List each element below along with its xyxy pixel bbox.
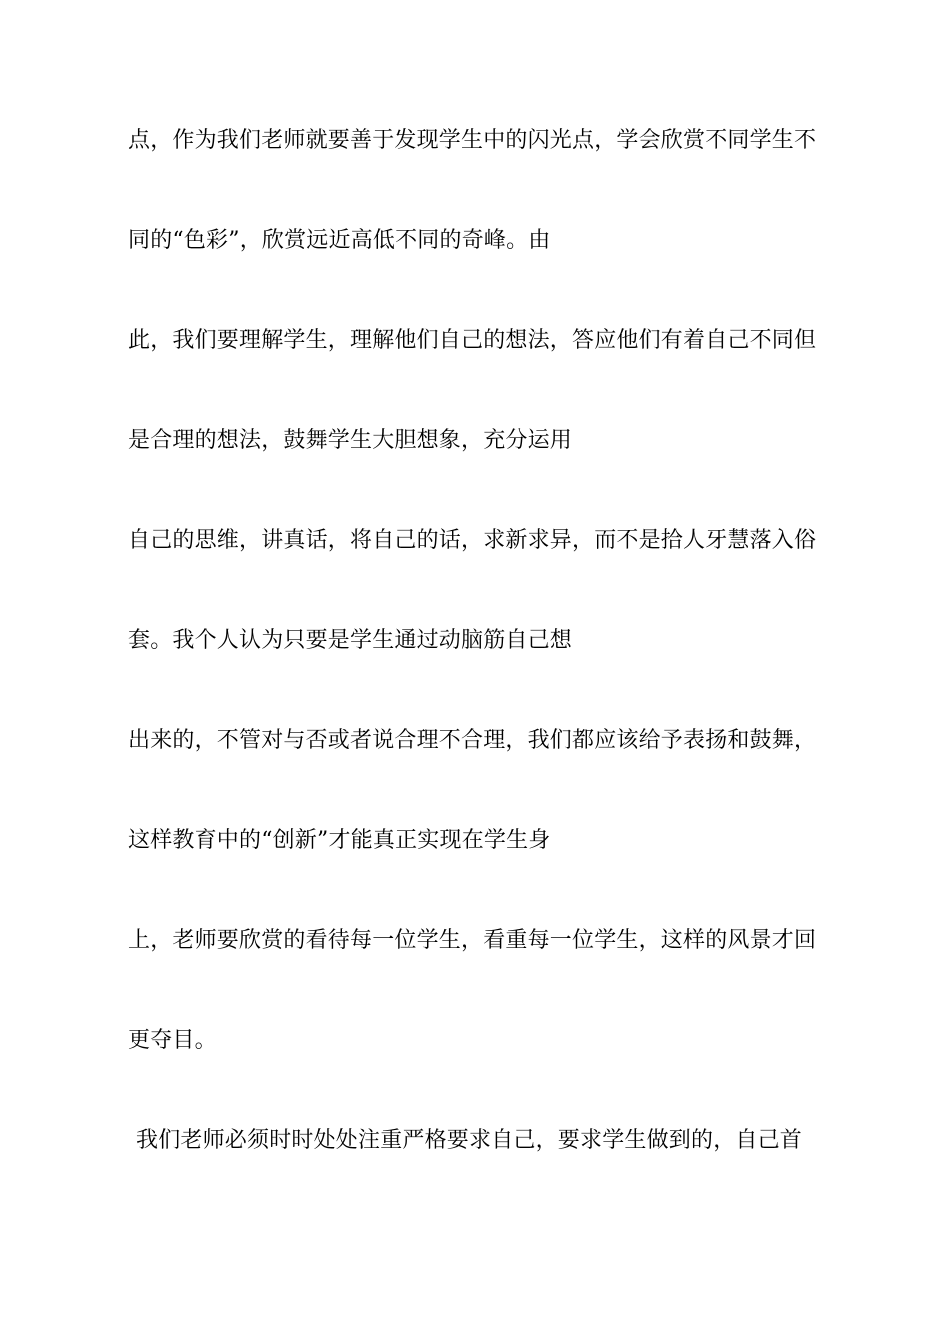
text-line-8: 这样教育中的“创新”才能真正实现在学生身	[128, 828, 551, 853]
text-line-7: 出来的，不管对与否或者说合理不合理，我们都应该给予表扬和鼓舞，	[128, 728, 817, 753]
text-line-10: 更夺目。	[128, 1028, 217, 1053]
text-line-3: 此，我们要理解学生，理解他们自己的想法，答应他们有着自己不同但	[128, 328, 817, 353]
text-line-4: 是合理的想法，鼓舞学生大胆想象，充分运用	[128, 428, 573, 453]
text-line-9: 上，老师要欣赏的看待每一位学生，看重每一位学生，这样的风景才回	[128, 928, 817, 953]
text-line-6: 套。我个人认为只要是学生通过动脑筋自己想	[128, 628, 573, 653]
text-line-11: 我们老师必须时时处处注重严格要求自己，要求学生做到的，自己首	[136, 1128, 803, 1153]
text-line-5: 自己的思维，讲真话，将自己的话，求新求异，而不是拾人牙慧落入俗	[128, 528, 817, 553]
text-line-2: 同的“色彩”，欣赏远近高低不同的奇峰。由	[128, 228, 551, 253]
text-line-1: 点，作为我们老师就要善于发现学生中的闪光点，学会欣赏不同学生不	[128, 128, 817, 153]
